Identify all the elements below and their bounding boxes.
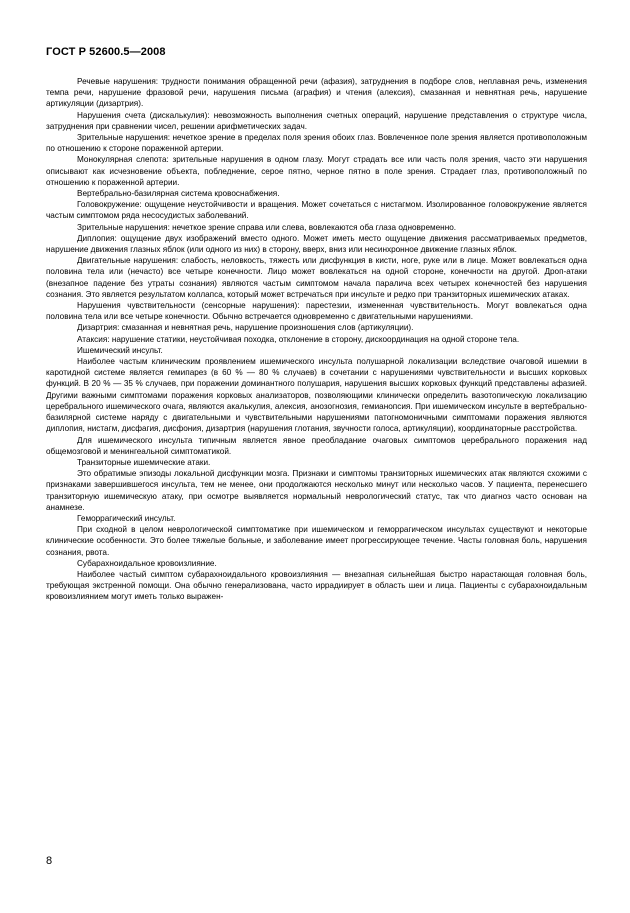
paragraph: При сходной в целом неврологической симптоматике при ишемическом и геморрагическом инсультах существуют и некоторые клинические особенности. Это более тяжелые больные, и заболевание имеет прогрессирующее течение. Часты головная боль, нарушения сознания, рвота. [46,525,587,557]
section-heading: Субарахноидальное кровоизлияние. [77,558,217,568]
paragraph: Для ишемического инсульта типичным является явное преобладание очаговых симптомов церебрального поражения над общемозговой и менингеальной симптоматикой. [46,435,587,456]
paragraph: Двигательные нарушения: слабость, неловкость, тяжесть или дисфункция в кисти, ноге, руке или в лице. Может вовлекаться одна половина тела или (нечасто) все четыре конечности. Лицо может вовлекаться на одной стороне, конечности на другой. Дроп-атаки (внезапное падение без утраты сознания) являются частым симптомом начала паралича всех четырех конечностей без нарушения сознания. Это является результатом коллапса, который может встречаться при инсульте и редко при транзиторных ишемических атаках. [46,256,587,299]
document-body [46,76,587,603]
section-heading: Геморрагический инсульт. [77,513,176,523]
section-heading: Ишемический инсульт. [77,345,163,355]
paragraph: Это обратимые эпизоды локальной дисфункции мозга. Признаки и симптомы транзиторных ишемических атак являются схожими с признаками завершившегося инсульта, тем не менее, они продолжаются несколько минут или несколько часов. У пациента, перенесшего транзиторную ишемическую атаку, при осмотре выявляется нормальный неврологический статус, так что диагноз часто основан на анамнезе. [46,469,587,512]
paragraph: Зрительные нарушения: нечеткое зрение справа или слева, вовлекаются оба глаза одновременно. [77,222,457,232]
paragraph: Нарушения счета (дискалькулия): невозможность выполнения счетных операций, нарушение представления о структуре числа, затруднения при сравнении чисел, решении арифметических задач. [46,110,587,131]
paragraph: Наиболее частым клиническим проявлением ишемического инсульта полушарной локализации вследствие очаговой ишемии в каротидной системе является гемипарез (в 60 % — 80 % случаев) в сочетании с нарушениями чувствительности и высших корковых функций. В 20 % — 35 % случаев, при поражении доминантного полушария, нарушения высших корковых функций представлены афазией. Другими важными симптомами поражения корковых анализаторов, позволяющими клинически определить вазотопическую локализацию церебрального ишемического очага, являются акалькулия, алексия, анозогнозия, гемианопсия. При ишемическом инсульте в вертебрально-базилярной системе наряду с двигательными и чувствительными нарушениями патогномоничными симптомами поражения являются диплопия, нистагм, дисфагия, дисфония, дизартрия (нарушения глотания, звучности голоса, артикуляции), координаторные расстройства. [46,357,587,434]
paragraph: Монокулярная слепота: зрительные нарушения в одном глазу. Могут страдать все или часть поля зрения, часто эти нарушения описывают как исчезновение объекта, побледнение, серое пятно, черное пятно в поле зрения. Страдает глаз, противоположный по отношению к пораженной артерии. [46,155,587,187]
paragraph: Атаксия: нарушение статики, неустойчивая походка, отклонение в сторону, дискоординация на одной стороне тела. [77,334,520,344]
paragraph: Речевые нарушения: трудности понимания обращенной речи (афазия), затруднения в подборе слов, неплавная речь, изменения темпа речи, нарушение фразовой речи, нарушения письма (аграфия) и чтения (алексия), смазанная и невнятная речь, нарушение артикуляции (дизартрия). [46,77,587,109]
paragraph: Диплопия: ощущение двух изображений вместо одного. Может иметь место ощущение движения рассматриваемых предметов, нарушение движения глазных яблок (или одного из них) в сторону, вверх, вниз или несинхронное движение глазных яблок. [46,233,587,255]
paragraph: Головокружение: ощущение неустойчивости и вращения. Может сочетаться с нистагмом. Изолированное головокружение является частым симптомом ряда несосудистых заболеваний. [46,200,587,221]
paragraph: Наиболее частый симптом субарахноидального кровоизлияния — внезапная сильнейшая быстро нарастающая головная боль, требующая экстренной помощи. Она обычно генерализована, часто иррадиирует в область шеи и лица. Пациенты с субарахноидальным кровоизлиянием могут иметь только выражен- [46,569,587,602]
paragraph: Дизартрия: смазанная и невнятная речь, нарушение произношения слов (артикуляции). [77,323,414,333]
section-heading: Транзиторные ишемические атаки. [77,457,211,467]
paragraph: Зрительные нарушения: нечеткое зрение в пределах поля зрения обоих глаз. Вовлеченное поле зрения является противоположным по отношению к стороне пораженной артерии. [46,133,587,154]
document-header: ГОСТ Р 52600.5—2008 [46,46,166,58]
paragraph: Нарушения чувствительности (сенсорные нарушения): парестезии, измененная чувствительность. Могут вовлекаться одна половина тела или все четыре конечности. Обычно встречается одновременно с двигательными нарушениями. [46,301,587,322]
section-heading: Вертебрально-базилярная система кровоснабжения. [77,189,280,199]
page-number: 8 [46,855,53,867]
